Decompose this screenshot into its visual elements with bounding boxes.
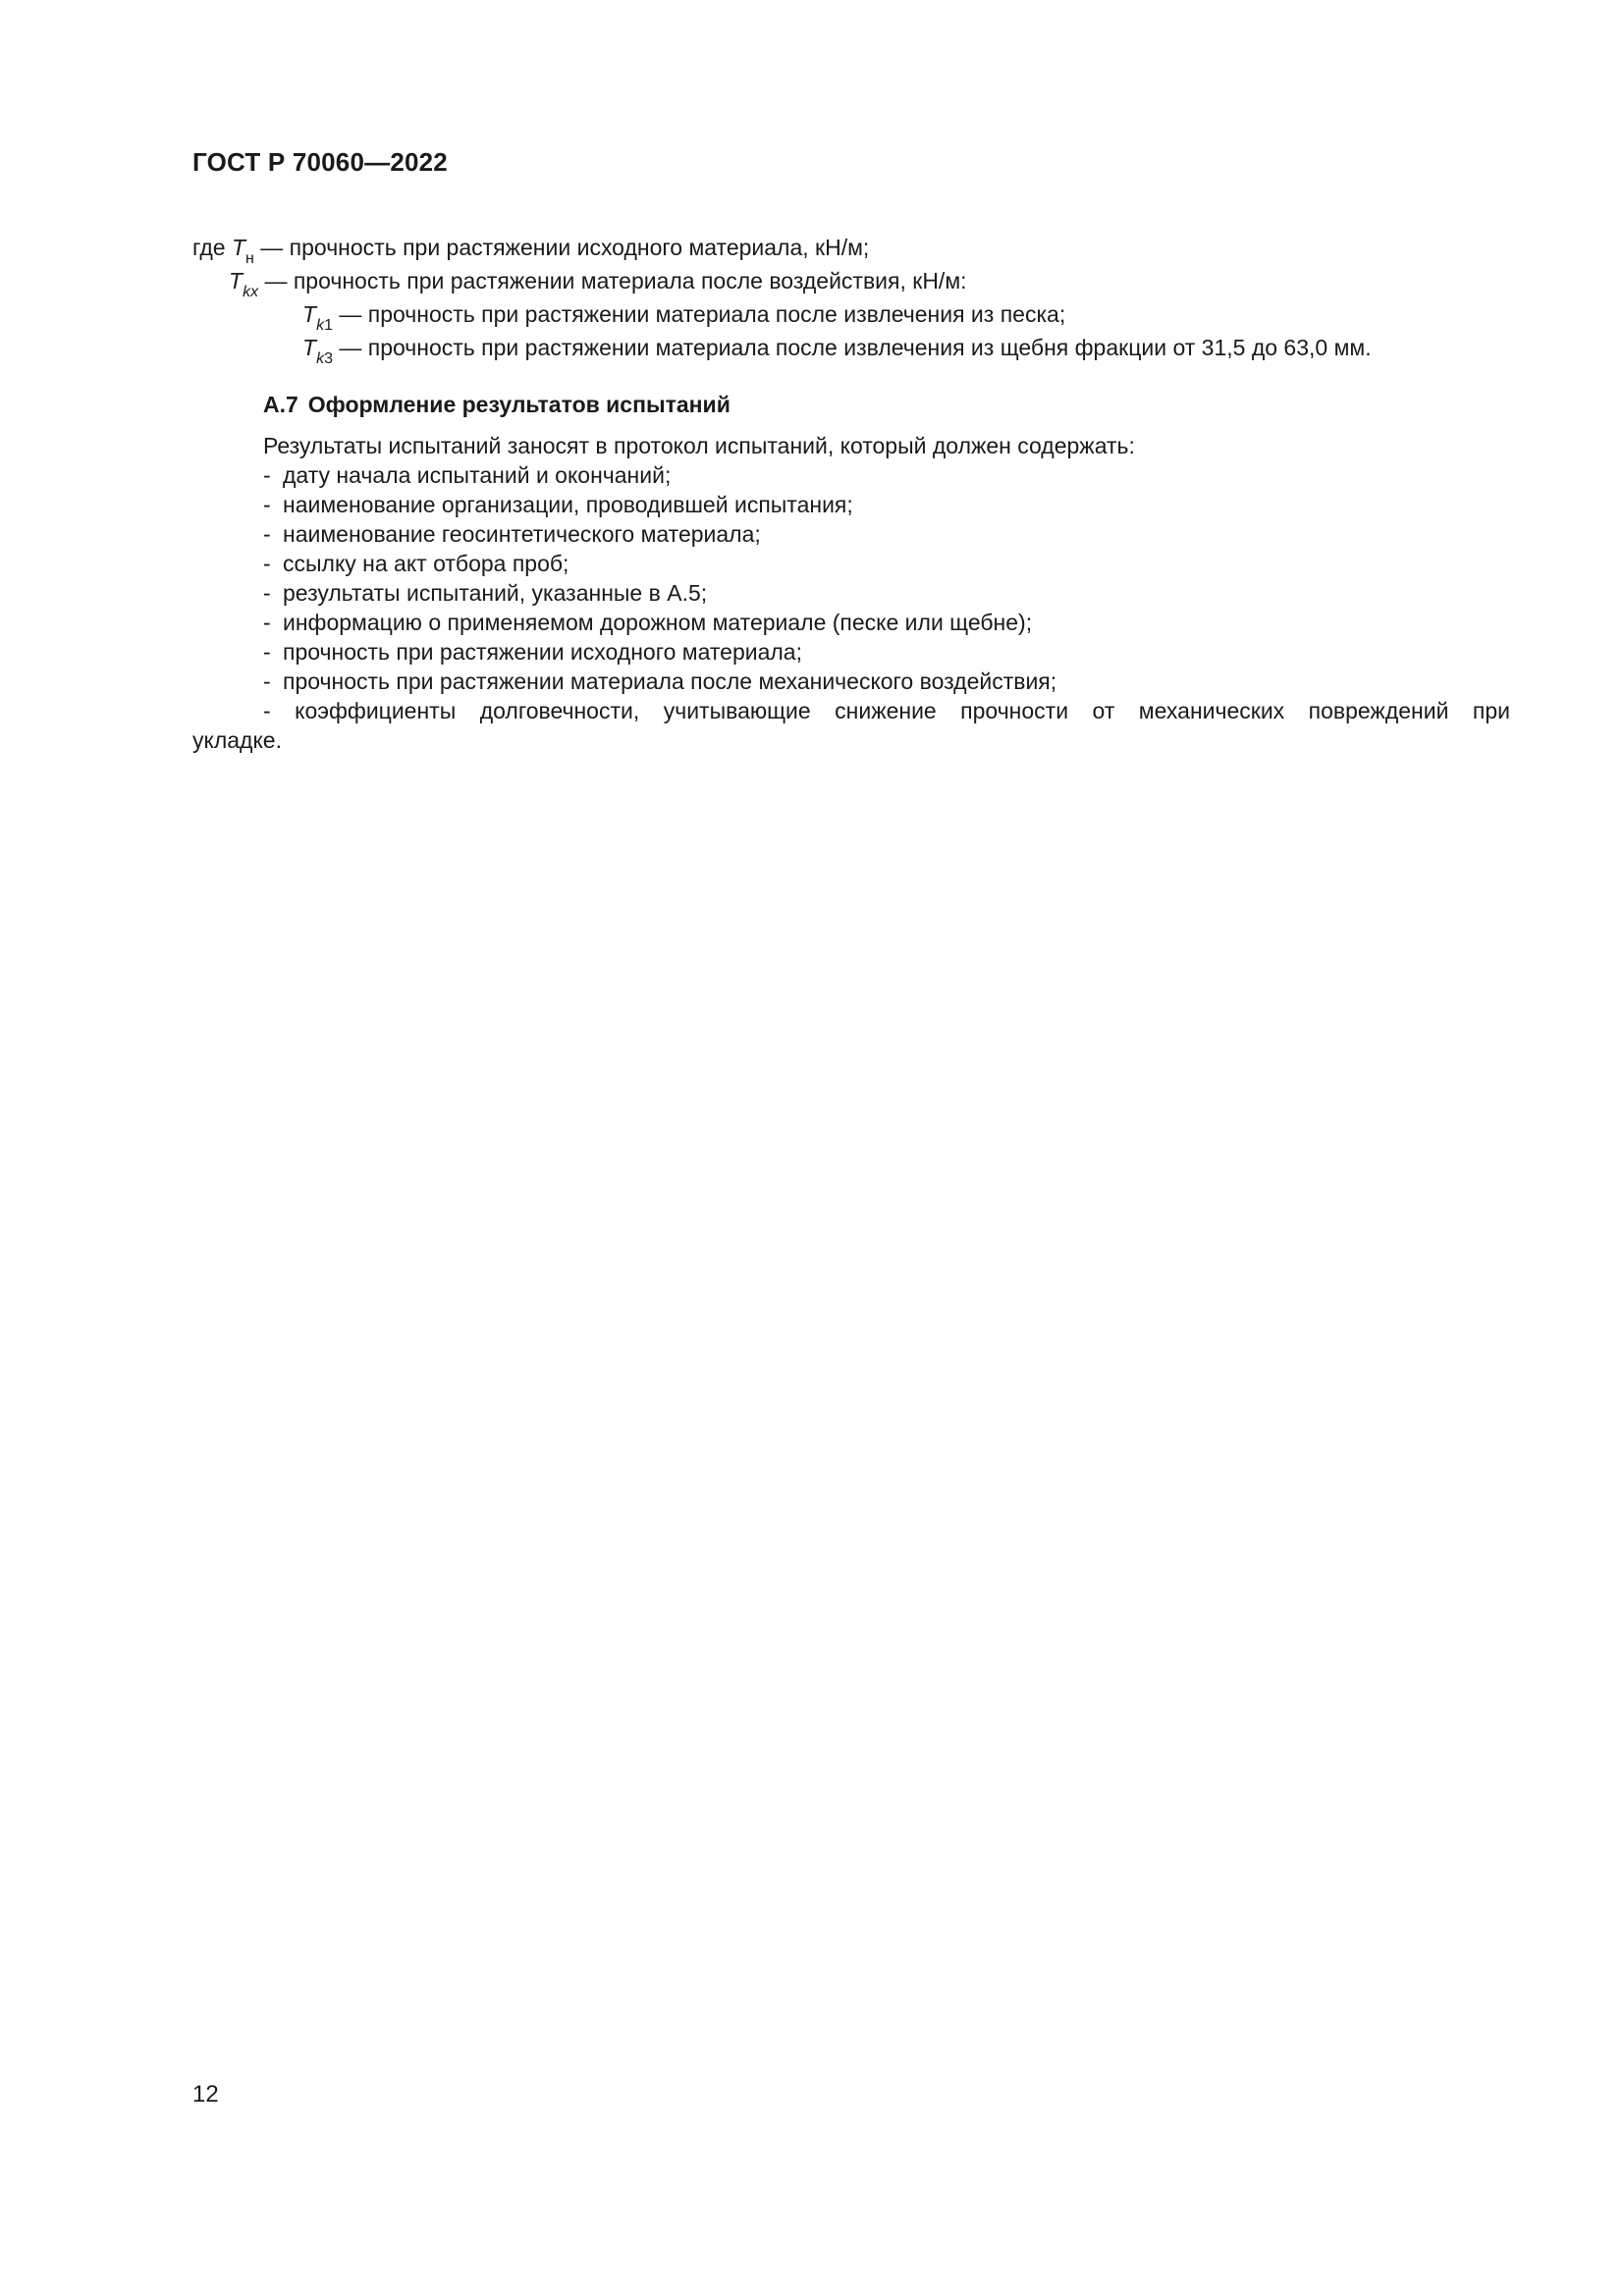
section-title: Оформление результатов испытаний [307,392,731,417]
definition-text: — прочность при растяжении исходного материала, кН/м; [253,235,870,260]
definition-text: — прочность при растяжении материала после воздействия, кН/м: [258,268,967,294]
definition-subscript-letter: k [316,350,325,367]
definition-subscript: н [245,250,254,267]
list-item-text: ссылку на акт отбора проб; [283,551,569,576]
list-item-last-line2: укладке. [192,727,282,753]
definition-text: — прочность при растяжении материала после извлечения из щебня фракции от 31,5 до 63,0 мм. [332,335,1372,360]
list-item-text: прочность при растяжении исходного материала; [283,639,802,665]
page-number: 12 [192,2081,219,2108]
list-item [263,519,761,549]
list-dash: - [263,551,271,576]
list-item [263,549,568,578]
list-item [263,490,853,519]
definition-symbol: T [231,235,246,260]
list-item-last-line1: - коэффициенты долговечности, учитывающие снижение прочности от механических повреждений при [263,698,1510,723]
section-intro: Результаты испытаний заносят в протокол испытаний, который должен содержать: [263,433,1135,458]
list-item [263,460,671,490]
list-item [263,578,707,608]
section-heading [263,392,731,418]
definition-text: — прочность при растяжении материала после извлечения из песка; [332,301,1066,327]
list-item-text: результаты испытаний, указанные в А.5; [283,580,708,606]
list-item [263,637,802,667]
definition-symbol: T [302,301,317,327]
list-item-text: прочность при растяжении материала после механического воздействия; [283,668,1057,694]
list-dash: - [263,521,271,547]
definition-symbol: T [229,268,244,294]
list-dash: - [263,639,271,665]
definition-subscript: kx [243,284,259,300]
definition-subscript-digit: 3 [324,350,333,367]
list-dash: - [263,492,271,517]
definition-t-kx [229,266,967,299]
definition-subscript-digit: 1 [324,317,333,334]
list-item-text: дату начала испытаний и окончаний; [283,462,672,488]
list-item-text: информацию о применяемом дорожном материале (песке или щебне); [283,610,1033,635]
document-code-header: ГОСТ Р 70060—2022 [192,147,448,177]
definition-subscript-letter: k [316,317,325,334]
definition-symbol: T [302,335,317,360]
definition-t-k3 [302,333,1372,366]
list-dash: - [263,610,271,635]
definition-prefix: где [192,235,232,260]
definition-t-n [192,233,869,266]
section-number: А.7 [263,392,298,417]
list-item-text: наименование геосинтетического материала; [283,521,761,547]
list-dash: - [263,668,271,694]
list-dash: - [263,462,271,488]
list-item [263,608,1032,637]
list-dash: - [263,580,271,606]
list-item [263,667,1056,696]
list-item-text: наименование организации, проводившей испытания; [283,492,853,517]
definition-t-k1 [302,299,1065,333]
